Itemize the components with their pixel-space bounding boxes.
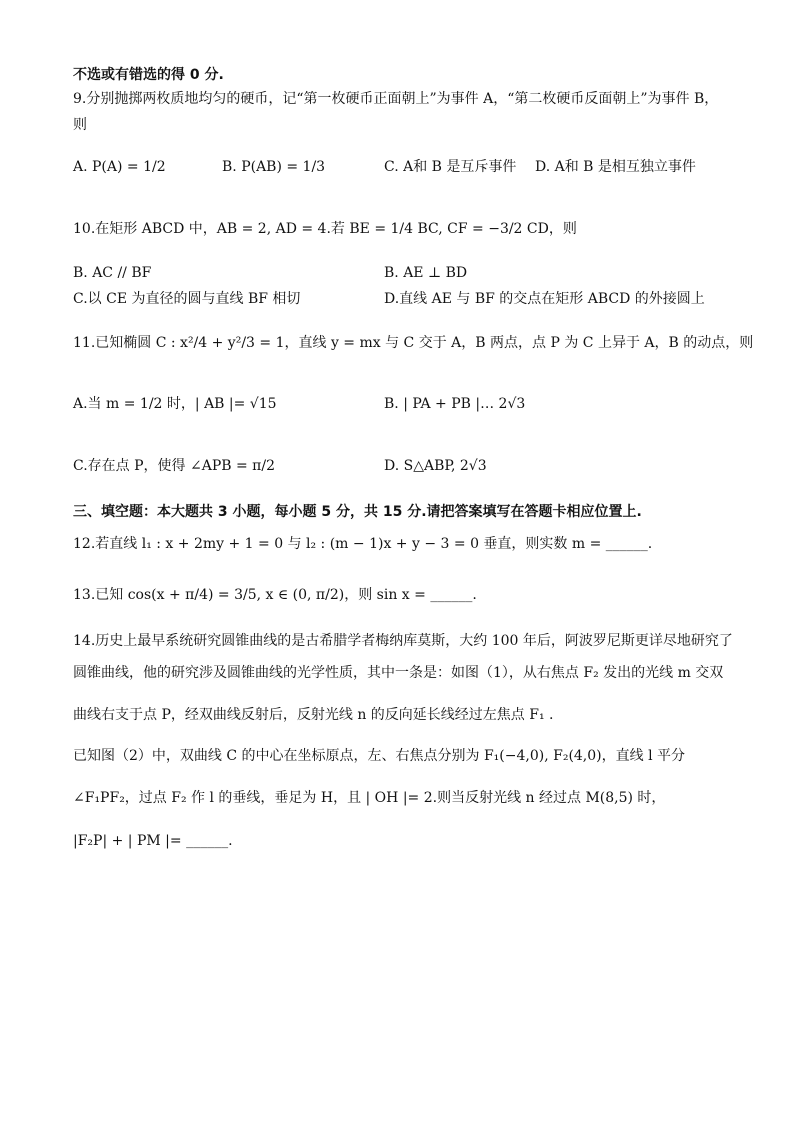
q10-option-b2: B. AE ⊥ BD	[384, 265, 468, 281]
q10-option-c: C.以 CE 为直径的圆与直线 BF 相切	[73, 291, 301, 307]
q10-stem: 10.在矩形 ABCD 中，AB = 2, AD = 4.若 BE = 1/4 BC, CF = −3/2 CD，则	[73, 221, 577, 237]
q11-option-c: C.存在点 P，使得 ∠APB = π/2	[73, 458, 275, 474]
q13-stem: 13.已知 cos(x + π/4) = 3/5, x ∈ (0, π/2)，则 sin x = ______.	[73, 587, 477, 603]
q11-option-a: A.当 m = 1/2 时，| AB |= √15	[73, 396, 277, 412]
scoring-note: 不选或有错选的得 0 分.	[73, 67, 224, 83]
q9-option-a: A. P(A) = 1/2	[73, 159, 166, 175]
q14-line1: 14.历史上最早系统研究圆锥曲线的是古希腊学者梅纳库莫斯，大约 100 年后，阿波罗尼斯更详尽地研究了	[73, 633, 733, 649]
q14-line6: |F₂P| + | PM |= ______.	[73, 833, 233, 849]
q10-option-d: D.直线 AE 与 BF 的交点在矩形 ABCD 的外接圆上	[384, 291, 705, 307]
q14-line5: ∠F₁PF₂，过点 F₂ 作 l 的垂线，垂足为 H，且 | OH |= 2.则当反射光线 n 经过点 M(8,5) 时，	[73, 790, 666, 806]
q9-option-d: D. A和 B 是相互独立事件	[535, 159, 696, 175]
q14-line4: 已知图（2）中，双曲线 C 的中心在坐标原点，左、右焦点分别为 F₁(−4,0), F₂(4,0)，直线 l 平分	[73, 748, 686, 764]
q10-option-b1: B. AC // BF	[73, 265, 152, 281]
q9-option-b: B. P(AB) = 1/3	[222, 159, 326, 175]
q9-option-c: C. A和 B 是互斥事件	[384, 159, 517, 175]
q11-option-d: D. S△ABP, 2√3	[384, 458, 487, 474]
q9-stem: 9.分别抛掷两枚质地均匀的硬币，记“第一枚硬币正面朝上”为事件 A，“第二枚硬币反面朝上”为事件 B，	[73, 91, 719, 107]
section3-title: 三、填空题：本大题共 3 小题，每小题 5 分，共 15 分.请把答案填写在答题卡相应位置上.	[73, 504, 642, 520]
q14-line2: 圆锥曲线，他的研究涉及圆锥曲线的光学性质，其中一条是：如图（1），从右焦点 F₂ 发出的光线 m 交双	[73, 665, 724, 681]
q12-stem: 12.若直线 l₁ : x + 2my + 1 = 0 与 l₂ : (m − 1)x + y − 3 = 0 垂直，则实数 m = ______.	[73, 536, 653, 552]
q11-stem: 11.已知椭圆 C : x²/4 + y²/3 = 1，直线 y = mx 与 C 交于 A，B 两点，点 P 为 C 上异于 A，B 的动点，则	[73, 335, 754, 351]
q14-line3: 曲线右支于点 P，经双曲线反射后，反射光线 n 的反向延长线经过左焦点 F₁ .	[73, 707, 554, 723]
q9-stem-cont: 则	[73, 117, 87, 133]
q11-option-b: B. | PA + PB |… 2√3	[384, 396, 526, 412]
